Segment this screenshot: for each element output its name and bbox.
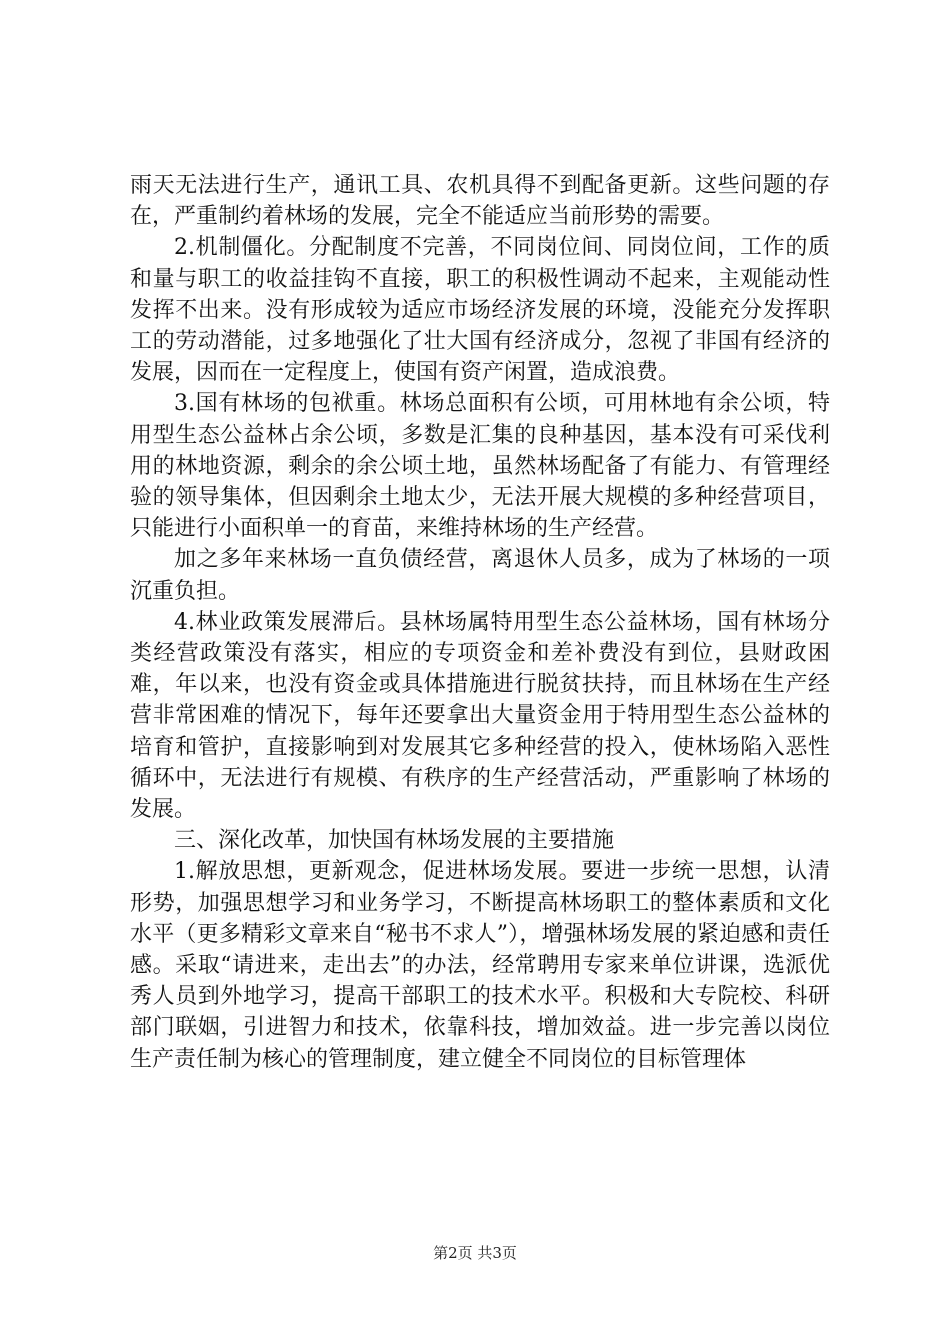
paragraph-mechanism-rigid: 2.机制僵化。分配制度不完善，不同岗位间、同岗位间，工作的质和量与职工的收益挂钩不直接，职工的积极性调动不起来，主观能动性发挥不出来。没有形成较为适应市场经济发展的环境，没能充分发挥职工的劳动潜能，过多地强化了壮大国有经济成分，忽视了非国有经济的发展，因而在一定程度上，使国有资产闲置，造成浪费。 bbox=[130, 235, 830, 386]
paragraph-heavy-burden: 3.国有林场的包袱重。林场总面积有公顷，可用林地有余公顷，特用型生态公益林占余公顷，多数是汇集的良种基因，基本没有可采伐利用的林地资源，剩余的余公顷土地，虽然林场配备了有能力、有管理经验的领导集体，但因剩余土地太少，无法开展大规模的多种经营项目，只能进行小面积单一的育苗，来维持林场的生产经营。 bbox=[130, 391, 830, 542]
paragraph-policy-lag: 4.林业政策发展滞后。县林场属特用型生态公益林场，国有林场分类经营政策没有落实，相应的专项资金和差补费没有到位，县财政困难，年以来，也没有资金或具体措施进行脱贫扶持，而且林场在生产经营非常困难的情况下，每年还要拿出大量资金用于特用型生态公益林的培育和管护，直接影响到对发展其它多种经营的投入，使林场陷入恶性循环中，无法进行有规模、有秩序的生产经营活动，严重影响了林场的发展。 bbox=[130, 609, 830, 823]
page-number: 第2页 共3页 bbox=[433, 1244, 517, 1262]
paragraph-continuation: 雨天无法进行生产，通讯工具、农机具得不到配备更新。这些问题的存在，严重制约着林场的发展，完全不能适应当前形势的需要。 bbox=[130, 173, 830, 230]
document-body bbox=[130, 170, 830, 1075]
section-heading: 三、深化改革，加快国有林场发展的主要措施 bbox=[174, 828, 615, 854]
paragraph-emancipate-mind: 1.解放思想，更新观念，促进林场发展。要进一步统一思想，认清形势，加强思想学习和业务学习，不断提高林场职工的整体素质和文化水平（更多精彩文章来自“秘书不求人”），增强林场发展的紧迫感和责任感。采取“请进来，走出去”的办法，经常聘用专家来单位讲课，选派优秀人员到外地学习，提高干部职工的技术水平。积极和大专院校、科研部门联姻，引进智力和技术，依靠科技，增加效益。进一步完善以岗位生产责任制为核心的管理制度，建立健全不同岗位的目标管理体 bbox=[130, 859, 830, 1072]
paragraph-debt: 加之多年来林场一直负债经营，离退休人员多，成为了林场的一项沉重负担。 bbox=[130, 547, 830, 604]
